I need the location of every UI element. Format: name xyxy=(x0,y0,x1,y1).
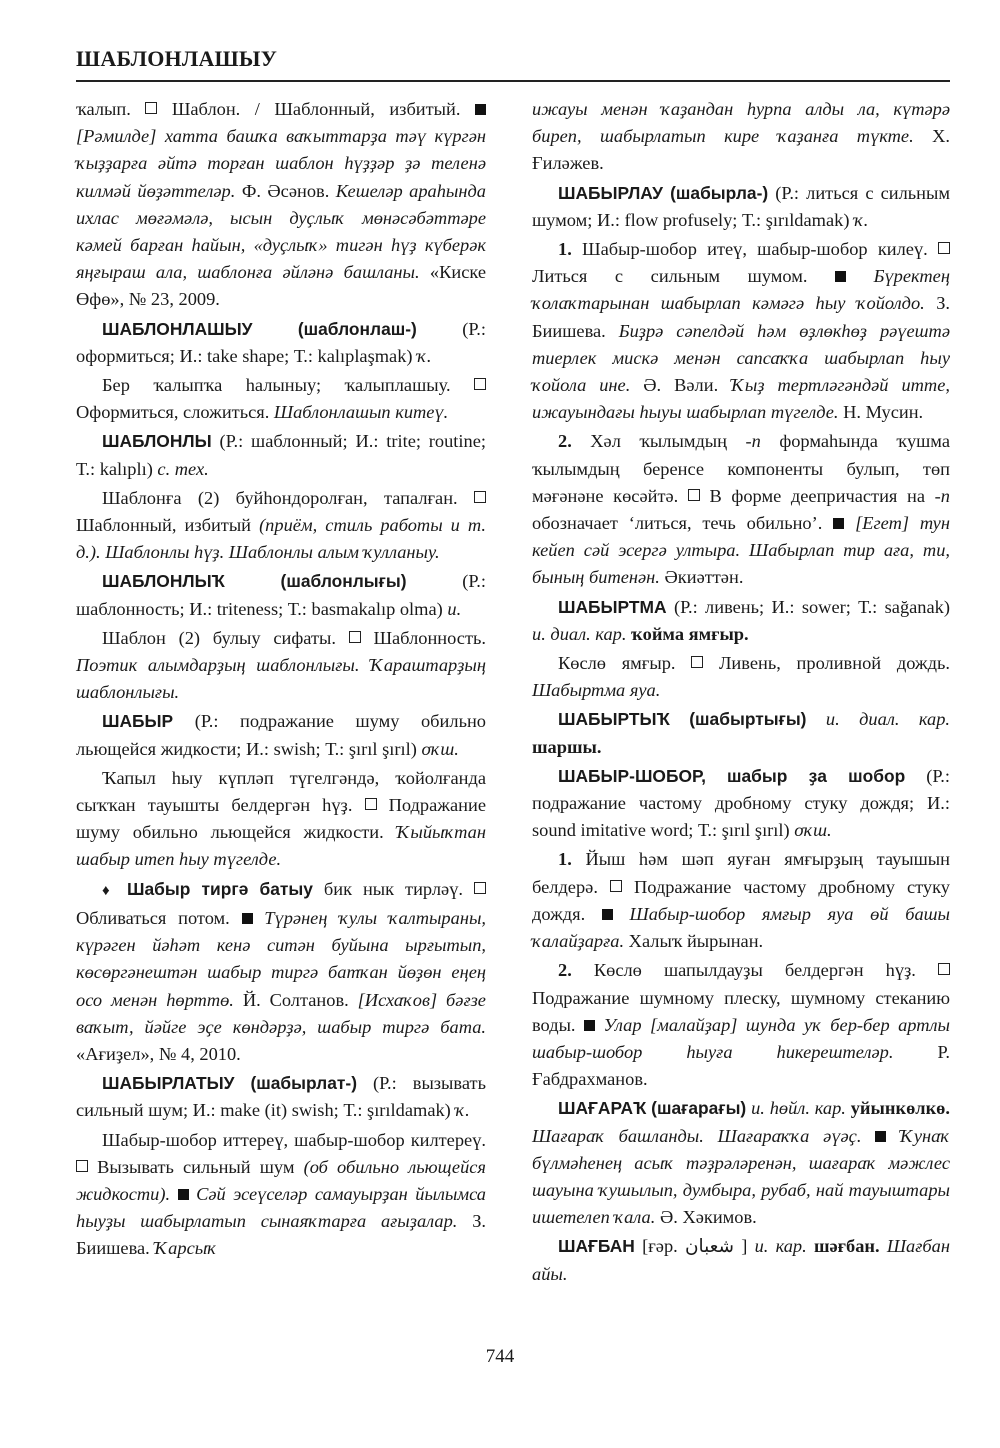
sense-number: 1. xyxy=(558,849,572,870)
translation: Подражание шуму обильно льющейся жидкости. xyxy=(76,795,486,843)
author: Ә. Хәкимов. xyxy=(659,1207,757,1228)
note: (об обильно льющейся жидкости). xyxy=(76,1156,486,1204)
translation: В форме деепричастия на xyxy=(709,485,926,506)
cross-reference: шәғбан. xyxy=(813,1236,880,1257)
example: Ҡунаҡ бүлмәһенең асыҡ тәҙрәләренән, шағараҡ мәжлес шауына ҡушылып, думбыра, рубаб, най тауыштары ишетелеп ҡала. xyxy=(532,1125,950,1228)
example: Кешеләр араһында ихлас мөғәмәлә, ысын дуҫлыҡ мөнәсәбәттәре кәмей барған һайын, «дуҫлыҡ» тигән һүҙ күберәк яңғыраш ала, шаблонға әйләнә башланы. xyxy=(76,180,486,283)
example: [Исхаҡов] бәғзе ваҡыт, йәйге эҫе көндәрҙә, шабыр тиргә бата. xyxy=(76,989,486,1037)
arabic-word: شعبان xyxy=(684,1236,734,1257)
author: Й. Солтанов. xyxy=(242,989,349,1010)
russian-marker-icon xyxy=(474,378,486,390)
equivalents: (Р.: подражание шуму обильно льющейся жидкости; И.: swish; Т.: şırıl şırıl) xyxy=(76,711,486,759)
pos: с. тех. xyxy=(157,458,209,479)
phrase: Шабыр тиргә батыу xyxy=(126,878,313,899)
equivalents: (Р.: ливень; И.: sower; Т.: sağanak) xyxy=(673,596,950,617)
example: Биҙрә сәпелдәй һәм өҙлөкһөҙ рәүештә тиерлек мискә менән сапсаҡҡа шабырлап һыу ҡойола ине. xyxy=(532,320,950,396)
definition xyxy=(76,372,486,426)
headword-stem: (шабырлат-) xyxy=(250,1073,357,1094)
example: Түрәнең ҡулы ҡалтыраны, күрәген йәһәт кенә ситән буйына ырғытып, көсөргәнештән шабыр тиргә батҡан йөҙөн еңең осо менән һөрттө. xyxy=(76,907,486,1010)
translation: Шаблонность. xyxy=(373,627,486,648)
author: Р. Ғабдрахманов. xyxy=(532,1041,950,1090)
definition-text: Бер ҡалыпҡа һалыныу; ҡалыплашыу. xyxy=(102,375,451,396)
sense-number: 1. xyxy=(558,239,572,260)
russian-marker-icon xyxy=(610,880,622,892)
pos: и. һөйл. кар. xyxy=(751,1098,846,1119)
headword: ШАБЫРЛАТЫУ xyxy=(102,1073,235,1094)
suffix: -п xyxy=(745,431,761,452)
pos: и. xyxy=(447,598,462,619)
example-marker-icon xyxy=(475,104,486,115)
author: Н. Мусин. xyxy=(843,402,924,423)
equivalents: (Р.: вызывать сильный шум; И.: make (it) swish; Т.: şırıldamak) xyxy=(76,1073,486,1121)
definition xyxy=(532,650,950,704)
definition-text: Шабыр-шобор иттереү, шабыр-шобор килтереү. xyxy=(102,1129,486,1150)
example-marker-icon xyxy=(835,271,846,282)
pos: ҡ. xyxy=(417,345,432,366)
sense-1 xyxy=(532,846,950,955)
sense-1 xyxy=(532,236,950,426)
definition-text: Шабыр-шобор итеү, шабыр-шобор килеү. xyxy=(582,239,928,260)
source: «Киске Өфө», № 23, 2009. xyxy=(76,262,486,310)
example: Улар [малайҙар] шунда уҡ бер-бер артлы шабыр-шобор һыуға һикерештеләр. xyxy=(532,1014,950,1062)
text: ҡалып. xyxy=(76,99,131,119)
example: Бүректең ҡолаҡтарынан шабырлап кәмәгә һыу ҡойолдо. xyxy=(532,266,950,314)
definition-text: Көслө шапылдауҙы белдергән һүҙ. xyxy=(593,960,916,981)
equivalents: (Р.: шаблонный; И.: trite; routine; Т.: kalıplı) xyxy=(76,431,486,479)
headword: ШАБЫРТМА xyxy=(558,596,667,617)
entry-shablonlashyu xyxy=(76,316,486,370)
headword: ШАБЫР xyxy=(102,711,174,732)
entry-shabyrlau xyxy=(532,180,950,234)
russian-marker-icon xyxy=(938,963,950,975)
header-rule xyxy=(76,80,950,82)
example-marker-icon xyxy=(602,909,613,920)
author: З. Биишева. xyxy=(76,1211,486,1259)
headword: ШАБЛОНЛАШЫУ xyxy=(102,318,253,339)
example-marker-icon xyxy=(242,913,253,924)
headword-stem: (шағарағы) xyxy=(651,1098,747,1119)
page-number: 744 xyxy=(485,1346,515,1367)
pos: ҡ. xyxy=(455,1100,470,1121)
author: З. Биишева. xyxy=(532,293,950,341)
example: Поэтик алымдарҙың шаблонлығы. Ҡараштарҙың шаблонлығы. xyxy=(76,655,486,703)
sense-number: 2. xyxy=(558,960,572,981)
entry-shabyr xyxy=(76,708,486,762)
source: Әкиәттән. xyxy=(664,567,744,588)
definition-text: Шаблонға (2) буйһондоролған, тапалған. xyxy=(102,487,458,508)
translation: Шаблон. / Шаблонный, избитый. xyxy=(171,99,461,119)
etymology: [ғәр. xyxy=(642,1236,678,1257)
sense-2 xyxy=(532,957,950,1093)
translation: Шаблонный, избитый xyxy=(76,515,252,536)
headword: ШАБЛОНЛЫ xyxy=(102,431,212,452)
russian-marker-icon xyxy=(691,656,703,668)
author: Ф. Әсәнов. xyxy=(241,180,330,201)
definition-text: Йыш һәм шәп яуған ямғырҙың тауышын белдерә. xyxy=(532,849,950,897)
example: Ҡарсыҡ xyxy=(154,1238,217,1259)
note: (приём, стиль работы и т. д.). xyxy=(76,515,486,563)
example: Шабыртма яуа. xyxy=(532,680,661,701)
russian-marker-icon xyxy=(474,491,486,503)
translation: Оформиться, сложиться. xyxy=(76,402,270,423)
example-marker-icon xyxy=(833,518,844,529)
pos: ҡ. xyxy=(854,209,869,230)
suffix: -п xyxy=(934,485,950,506)
example: Ҡыйыҡтан шабыр итеп һыу түгелде. xyxy=(76,822,486,870)
headword: ШАҒАРАҠ xyxy=(558,1098,647,1119)
author: Х. Ғиләжев. xyxy=(532,126,950,174)
source: Халыҡ йырынан. xyxy=(628,931,764,952)
example-continuation xyxy=(532,96,950,178)
russian-marker-icon xyxy=(474,882,486,894)
example-marker-icon xyxy=(875,1131,886,1142)
left-column xyxy=(76,96,486,1265)
example: [Рәмилде] хатта башҡа ваҡыттарҙа тәү күргән ҡыҙҙарға әйтә торған шаблон һүҙҙәр ҙә теленә килмәй йөҙәттеләр. xyxy=(76,126,486,201)
cross-reference: уйынкөлкө. xyxy=(850,1098,950,1119)
sense-number: 2. xyxy=(558,431,572,452)
definition-text: Хәл ҡылымдың xyxy=(590,431,728,452)
sense-2 xyxy=(532,428,950,591)
right-column xyxy=(532,96,950,1290)
russian-marker-icon xyxy=(76,1160,88,1172)
headword-variant: шабыр ҙа шобор xyxy=(727,765,906,786)
entry-continuation xyxy=(76,96,486,314)
headword: ШАБЫРТЫҠ xyxy=(558,709,670,730)
entry-shagarak xyxy=(532,1095,950,1231)
translation: Обливаться потом. xyxy=(76,907,230,928)
example-marker-icon xyxy=(178,1189,189,1200)
cross-reference: ҡойма ямғыр. xyxy=(631,623,749,644)
headword: ШАҒБАН xyxy=(558,1236,635,1257)
author: Ә. Вәли. xyxy=(643,375,719,396)
pos: и. диал. кар. xyxy=(825,709,950,730)
russian-marker-icon xyxy=(365,798,377,810)
translation: Литься с сильным шумом. xyxy=(532,266,808,287)
equivalents: (Р.: оформиться; И.: take shape; Т.: kalıplaşmak) xyxy=(76,318,486,366)
definition-text: Көслө ямғыр. xyxy=(558,653,676,674)
entry-shablonlyk xyxy=(76,568,486,622)
definition-text: Ҡапыл һыу күпләп түгелгәндә, ҡойолғанда сыҡҡан тауышты белдергән һүҙ. xyxy=(76,767,486,816)
translation: обозначает ‘литься, течь обильно’. xyxy=(532,513,823,534)
definition xyxy=(76,1127,486,1263)
entry-shabyrtma xyxy=(532,594,950,648)
definition-text: формаһында ҡушма ҡылымдың беренсе компоненты булып, төп мәғәнәне көсәйтә. xyxy=(532,431,950,506)
running-head: ШАБЛОНЛАШЫУ xyxy=(76,46,278,71)
pos: оҡш. xyxy=(794,820,832,841)
headword-stem: (шаблонлығы) xyxy=(280,571,407,592)
entry-shabyr-shobor xyxy=(532,763,950,845)
example: Ҡыҙ тертләгәндәй итте, ижауындағы һыуы шабырлап түгелде. xyxy=(532,375,950,423)
definition xyxy=(76,485,486,567)
definition-text: бик нык тирләү. xyxy=(323,878,464,899)
pos: оҡш. xyxy=(421,738,459,759)
headword: ШАБЛОНЛЫҠ xyxy=(102,571,225,592)
definition xyxy=(76,625,486,707)
entry-shabyrlatyu xyxy=(76,1070,486,1124)
entry-shablonly xyxy=(76,428,486,482)
definition-text: Шаблон (2) булыу сифаты. xyxy=(102,627,336,648)
example: [Егет] тун кейеп сәй эсергә ултыра. Шабырлап тир аға, ти, бының битенән. xyxy=(532,513,950,588)
etymology-close: ] xyxy=(741,1236,748,1257)
equivalents: (Р.: шаблонность; И.: triteness; Т.: basmakalıp olma) xyxy=(76,571,486,619)
example: Шаблонлашып китеү. xyxy=(273,402,449,423)
example: Шағбан айы. xyxy=(532,1236,950,1284)
example-marker-icon xyxy=(584,1020,595,1031)
equivalents: (Р.: подражание частому дробному стуку дождя; И.: sound imitative word; Т.: şırıl şırıl) xyxy=(532,765,950,841)
example: Шаблонлы һүҙ. Шаблонлы алым ҡулланыу. xyxy=(105,542,440,563)
russian-marker-icon xyxy=(349,631,361,643)
headword-stem: (шабыртығы) xyxy=(689,709,807,730)
example: Сәй эсеүселәр самауырҙан йылымса һыуҙы шабырлатып сынаяҡтарға ағыҙалар. xyxy=(76,1183,487,1232)
source: «Ағиҙел», № 4, 2010. xyxy=(76,1043,241,1064)
cross-reference: шаршы. xyxy=(532,736,602,757)
translation: Подражание шумному плеску, шумному стеканию воды. xyxy=(532,987,950,1035)
russian-marker-icon xyxy=(938,242,950,254)
pos: и. диал. кар. xyxy=(532,623,627,644)
entry-shabyrtyk xyxy=(532,706,950,760)
equivalents: (Р.: литься с сильным шумом; И.: flow profusely; Т.: şırıldamak) xyxy=(532,182,951,230)
translation: Ливень, проливной дождь. xyxy=(718,653,950,674)
translation: Подражание частому дробному стуку дождя. xyxy=(532,876,950,924)
headword-stem: (шабырла-) xyxy=(670,182,769,203)
russian-marker-icon xyxy=(145,102,157,114)
headword: ШАБЫР-ШОБОР, xyxy=(558,765,707,786)
entry-shagban xyxy=(532,1233,950,1287)
definition xyxy=(76,765,486,874)
example: ижауы менән ҡаҙандан һурпа алды ла, күтәрә биреп, шабырлатып кире ҡаҙанға түкте. xyxy=(532,99,950,147)
phrase-shabyr-tirge-batyu xyxy=(76,876,486,1068)
translation: Вызывать сильный шум xyxy=(97,1156,295,1177)
example: Шағараҡ башланды. Шағараҡҡа әүәҫ. xyxy=(532,1125,862,1146)
pos: и. кар. xyxy=(754,1236,807,1257)
headword-stem: (шаблонлаш-) xyxy=(297,318,417,339)
diamond-icon: ♦ xyxy=(102,882,117,899)
russian-marker-icon xyxy=(688,489,700,501)
headword: ШАБЫРЛАУ xyxy=(558,182,663,203)
example: Шабыр-шобор ямғыр яуа өй башы ҡалайҙарға. xyxy=(532,903,950,952)
